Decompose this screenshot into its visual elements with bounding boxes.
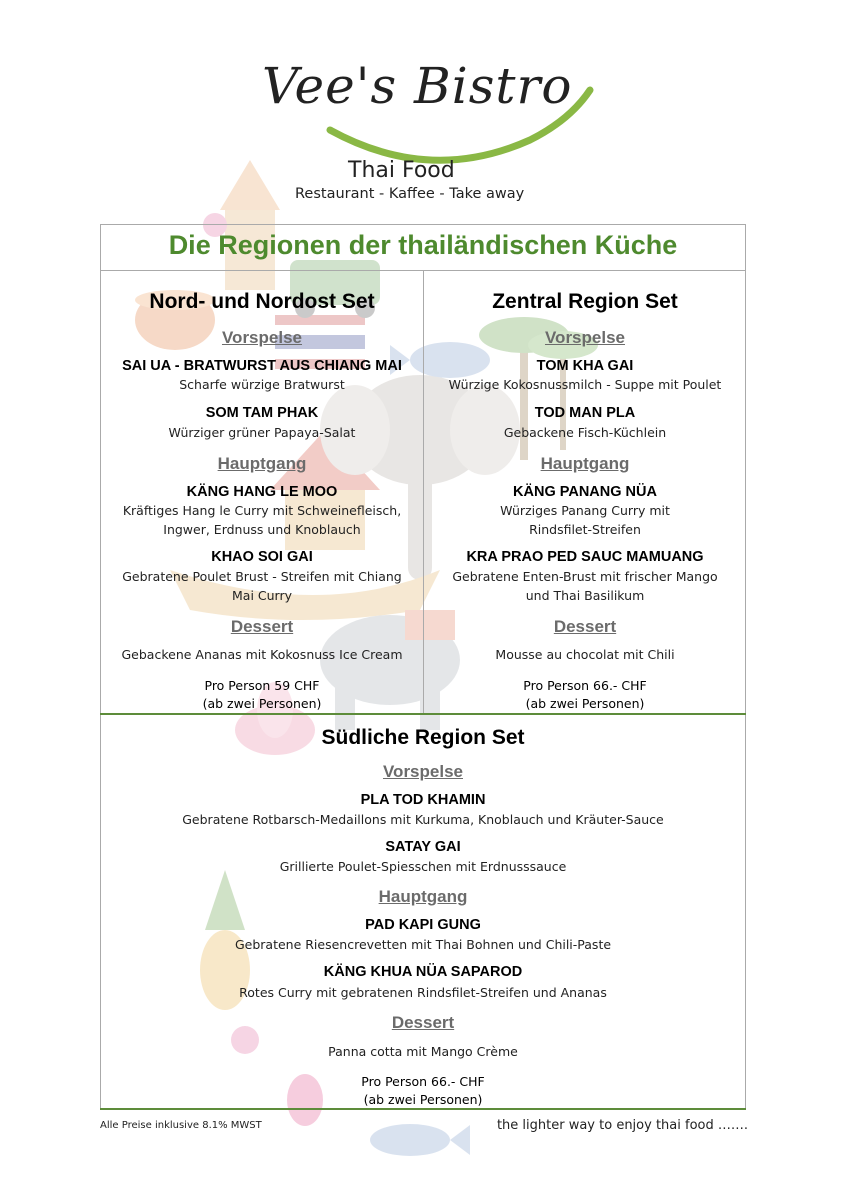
north-dish-4-name: KHAO SOI GAI	[211, 549, 313, 565]
central-dish-1-name: TOM KHA GAI	[536, 358, 634, 374]
central-dish-1-desc: Würzige Kokosnussmilch - Suppe mit Poulet	[448, 377, 722, 392]
south-set-title: Südliche Region Set	[321, 726, 525, 749]
menu-title: Die Regionen der thailändischen Küche	[168, 230, 678, 260]
central-dish-3-name: KÄNG PANANG NÜA	[513, 484, 657, 500]
north-dessert-heading: Dessert	[230, 617, 294, 636]
south-dish-2-name: SATAY GAI	[385, 839, 461, 855]
north-dish-2-desc: Würziger grüner Papaya-Salat	[168, 425, 356, 440]
column-divider	[423, 270, 424, 714]
restaurant-logo	[250, 55, 600, 215]
north-set-title: Nord- und Nordost Set	[149, 290, 375, 313]
central-dessert-desc: Mousse au chocolat mit Chili	[495, 647, 675, 662]
south-dessert-desc: Panna cotta mit Mango Crème	[328, 1044, 518, 1059]
central-dish-4-name: KRA PRAO PED SAUC MAMUANG	[466, 549, 704, 565]
vat-note: Alle Preise inklusive 8.1% MWST	[100, 1120, 262, 1131]
logo-name: Vee's Bistro	[262, 57, 573, 115]
north-dish-3-desc-line2: Ingwer, Erdnuss und Knoblauch	[163, 522, 361, 537]
north-dish-4-desc-line1: Gebratene Poulet Brust - Streifen mit Chiang	[122, 569, 402, 584]
north-starter-heading: Vorspelse	[221, 328, 302, 347]
south-dish-3-name: PAD KAPI GUNG	[365, 917, 481, 933]
north-price-note: (ab zwei Personen)	[202, 696, 322, 711]
central-dish-2-desc: Gebackene Fisch-Küchlein	[503, 425, 667, 440]
section-divider	[100, 713, 746, 715]
bottom-divider	[100, 1108, 746, 1110]
south-main-heading: Hauptgang	[378, 887, 468, 906]
north-dish-2-name: SOM TAM PHAK	[205, 405, 319, 421]
south-dish-1-name: PLA TOD KHAMIN	[360, 792, 486, 808]
south-dish-4-name: KÄNG KHUA NÜA SAPAROD	[323, 964, 523, 980]
logo-tagline: Restaurant - Kaffee - Take away	[295, 186, 525, 202]
central-dish-2-name: TOD MAN PLA	[534, 405, 636, 421]
south-dish-1-desc: Gebratene Rotbarsch-Medaillons mit Kurkuma, Knoblauch und Kräuter-Sauce	[182, 812, 664, 827]
south-price: Pro Person 66.- CHF	[361, 1074, 485, 1089]
south-dish-2-desc: Grillierte Poulet-Spiesschen mit Erdnusssauce	[279, 859, 567, 874]
north-dish-4-desc-line2: Mai Curry	[232, 588, 292, 603]
central-starter-heading: Vorspelse	[544, 328, 625, 347]
central-main-heading: Hauptgang	[540, 454, 630, 473]
north-dish-3-name: KÄNG HANG LE MOO	[186, 484, 338, 500]
central-price: Pro Person 66.- CHF	[523, 678, 647, 693]
central-dessert-heading: Dessert	[553, 617, 617, 636]
north-price: Pro Person 59 CHF	[204, 678, 320, 693]
logo-subtitle: Thai Food	[348, 158, 455, 183]
south-dessert-heading: Dessert	[391, 1013, 455, 1032]
bottom-fish-illustration	[370, 1124, 470, 1156]
central-dish-4-desc-line2: und Thai Basilikum	[525, 588, 645, 603]
south-starter-heading: Vorspelse	[382, 762, 463, 781]
north-main-heading: Hauptgang	[217, 454, 307, 473]
central-dish-3-desc-line1: Würziges Panang Curry mit	[500, 503, 670, 518]
south-dish-4-desc: Rotes Curry mit gebratenen Rindsfilet-Streifen und Ananas	[239, 985, 607, 1000]
south-price-note: (ab zwei Personen)	[363, 1092, 483, 1107]
central-dish-4-desc-line1: Gebratene Enten-Brust mit frischer Mango	[452, 569, 718, 584]
central-set-title: Zentral Region Set	[492, 290, 678, 313]
north-dish-3-desc-line1: Kräftiges Hang le Curry mit Schweinefleisch,	[122, 503, 402, 518]
central-price-note: (ab zwei Personen)	[525, 696, 645, 711]
north-dish-1-name: SAI UA - BRATWURST AUS CHIANG MAI	[122, 358, 402, 374]
north-dish-1-desc: Scharfe würzige Bratwurst	[179, 377, 345, 392]
central-dish-3-desc-line2: Rindsfilet-Streifen	[529, 522, 641, 537]
north-dessert-desc: Gebackene Ananas mit Kokosnuss Ice Cream	[121, 647, 403, 662]
south-dish-3-desc: Gebratene Riesencrevetten mit Thai Bohnen und Chili-Paste	[234, 937, 612, 952]
footer-slogan: the lighter way to enjoy thai food …….	[496, 1118, 748, 1133]
